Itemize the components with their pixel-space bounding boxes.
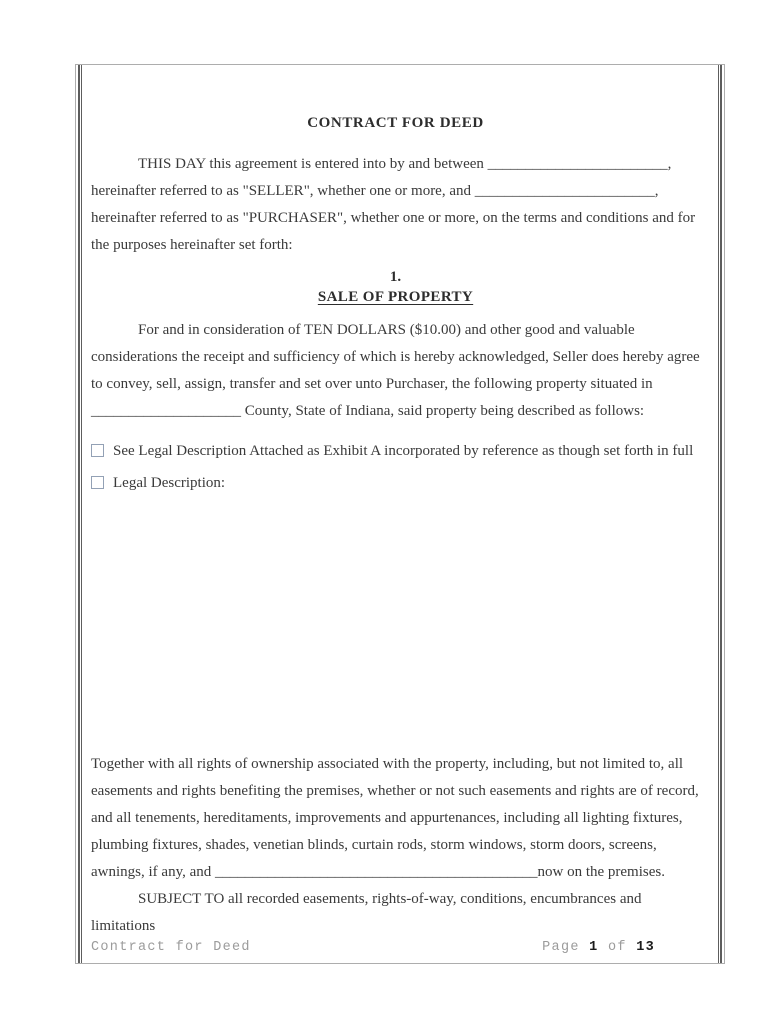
document-page — [75, 64, 725, 964]
subject-paragraph: SUBJECT TO all recorded easements, rights-of-way, conditions, encumbrances and limitations — [91, 891, 642, 934]
exhibit-option-row — [91, 441, 700, 461]
consideration-paragraph: For and in consideration of TEN DOLLARS ($10.00) and other good and valuable considerations the receipt and sufficiency of which is hereby acknowledged, Seller does hereby agree to convey, sell, assign, transfer and set over unto Purchaser, the following property situated in ____________________ County, State of Indiana, said property being described as follows: — [91, 322, 700, 419]
legal-description-blank-area[interactable] — [91, 493, 700, 743]
exhibit-checkbox[interactable] — [91, 444, 104, 457]
footer-of-label: of — [607, 940, 627, 955]
left-double-rule — [78, 65, 82, 963]
legal-description-label: Legal Description: — [113, 475, 226, 491]
legal-description-checkbox[interactable] — [91, 476, 104, 489]
legal-description-row — [91, 473, 700, 493]
footer-page-indicator — [542, 940, 655, 955]
footer-total-pages: 13 — [636, 940, 655, 955]
section-number: 1. — [389, 269, 402, 285]
intro-paragraph: THIS DAY this agreement is entered into by and between ________________________, hereinafter referred to as "SELLER", whether one or more, and ________________________, hereinafter referred to as "PURCHASER", whether one or more, on the terms and conditions and for the purposes hereinafter set forth: — [91, 156, 696, 253]
page-footer — [91, 940, 700, 955]
footer-document-name: Contract for Deed — [91, 940, 251, 955]
footer-page-number: 1 — [589, 940, 599, 955]
exhibit-option-label: See Legal Description Attached as Exhibit A incorporated by reference as though set forth in full — [113, 443, 694, 459]
footer-page-label: Page — [542, 940, 580, 955]
section-heading — [91, 267, 700, 307]
section-title: SALE OF PROPERTY — [317, 289, 474, 305]
right-double-rule — [718, 65, 722, 963]
document-content — [91, 65, 700, 940]
document-title: CONTRACT FOR DEED — [307, 115, 484, 131]
together-paragraph: Together with all rights of ownership associated with the property, including, but not limited to, all easements and rights benefiting the premises, whether or not such easements and rights are of record, and all tenements, hereditaments, improvements and appurtenances, including all lighting fixtures, plumbing fixtures, shades, venetian blinds, curtain rods, storm windows, storm doors, screens, awnings, if any, and ___________________________________________now on the premises. — [91, 756, 699, 880]
